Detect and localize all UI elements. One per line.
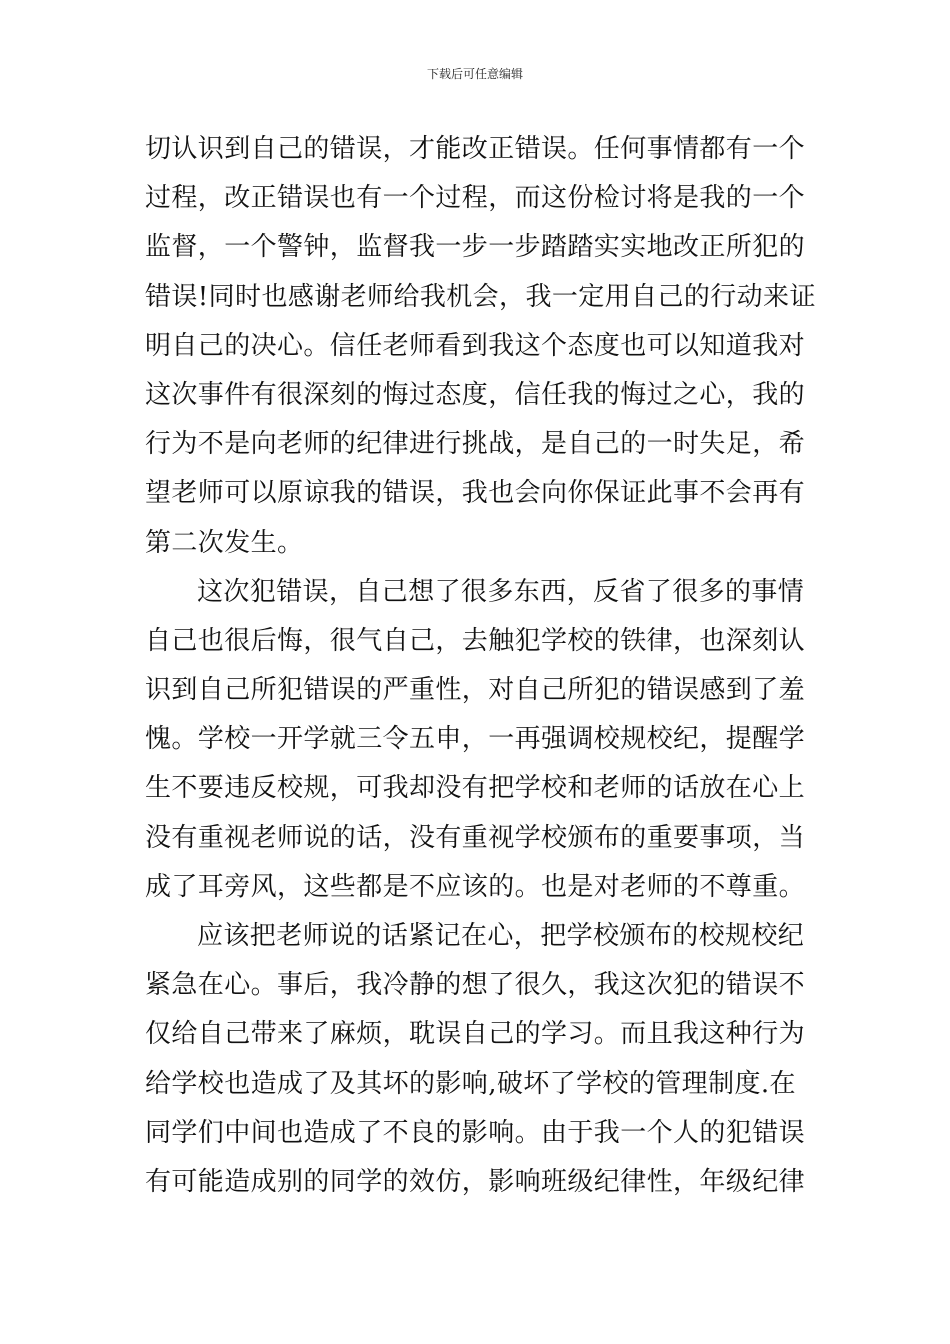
text-line: 行为不是向老师的纪律进行挑战，是自己的一时失足，希: [145, 429, 806, 460]
text-line: 这次事件有很深刻的悔过态度，信任我的悔过之心，我的: [145, 379, 806, 410]
text-line: 错误!同时也感谢老师给我机会，我一定用自己的行动来证: [145, 281, 816, 312]
paragraph-first-line: 这次犯错误，自己想了很多东西，反省了很多的事情: [197, 576, 805, 607]
text-line: 望老师可以原谅我的错误，我也会向你保证此事不会再有: [145, 478, 806, 509]
text-line: 有可能造成别的同学的效仿，影响班级纪律性，年级纪律: [145, 1166, 806, 1197]
text-line: 仅给自己带来了麻烦，耽误自己的学习。而且我这种行为: [145, 1019, 806, 1050]
text-line: 生不要违反校规，可我却没有把学校和老师的话放在心上: [145, 773, 806, 804]
text-line: 识到自己所犯错误的严重性，对自己所犯的错误感到了羞: [145, 675, 806, 706]
text-line: 愧。学校一开学就三令五申，一再强调校规校纪，提醒学: [145, 724, 806, 755]
text-line: 没有重视老师说的话，没有重视学校颁布的重要事项，当: [145, 822, 806, 853]
text-line: 监督，一个警钟，监督我一步一步踏踏实实地改正所犯的: [145, 232, 806, 263]
text-line: 给学校也造成了及其坏的影响,破坏了学校的管理制度.在: [145, 1068, 796, 1099]
page-header: 下载后可任意编辑: [426, 67, 523, 81]
text-line: 自己也很后悔，很气自己，去触犯学校的铁律，也深刻认: [145, 625, 806, 656]
text-line: 同学们中间也造成了不良的影响。由于我一个人的犯错误: [145, 1117, 806, 1148]
text-line: 切认识到自己的错误，才能改正错误。任何事情都有一个: [145, 134, 806, 164]
text-line: 紧急在心。事后，我冷静的想了很久，我这次犯的错误不: [145, 970, 806, 1001]
text-line: 第二次发生。: [145, 527, 304, 558]
text-line: 成了耳旁风，这些都是不应该的。也是对老师的不尊重。: [145, 871, 806, 902]
text-line: 明自己的决心。信任老师看到我这个态度也可以知道我对: [145, 330, 806, 361]
paragraph-first-line: 应该把老师说的话紧记在心，把学校颁布的校规校纪: [197, 921, 805, 951]
text-line: 过程，改正错误也有一个过程，而这份检讨将是我的一个: [145, 183, 806, 214]
document-body: [145, 125, 816, 1207]
